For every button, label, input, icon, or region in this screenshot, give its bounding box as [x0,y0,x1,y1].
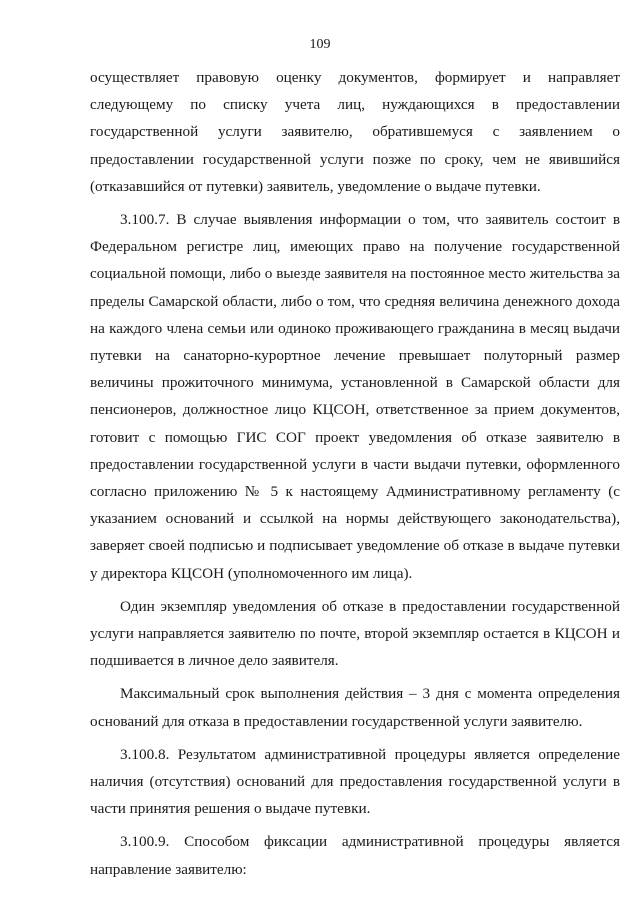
paragraph-3-100-7: 3.100.7. В случае выявления информации о том, что заявитель состоит в Федеральном регистре лиц, имеющих право на получение государственной социальной помощи, либо о выезде заявителя на постоянное место жительства за пределы Самарской области, либо о том, что средняя величина денежного дохода на каждого члена семьи или одиноко проживающего гражданина в месяц выдачи путевки на санаторно-курортное лечение превышает полуторный размер величины прожиточного минимума, установленной в Самарской области для пенсионеров, должностное лицо КЦСОН, ответственное за прием документов, готовит с помощью ГИС СОГ проект уведомления об отказе заявителю в предоставлении государственной услуги в части выдачи путевки, оформленного согласно приложению № 5 к настоящему Административному регламенту (с указанием оснований и ссылкой на нормы действующего законодательства), заверяет своей подписью и подписывает уведомление об отказе в выдаче путевки у директора КЦСОН (уполномоченного им лица). [90,211,620,582]
paragraph-continuation: осуществляет правовую оценку документов, формирует и направляет следующему по списку учета лиц, нуждающихся в предоставлении государственной услуги заявителю, обратившемуся с заявлением о предоставлении государственной услуги позже по сроку, чем не явившийся (отказавшийся от путевки) заявитель, уведомление о выдаче путевки. [90,69,620,195]
page-number: 109 [309,37,331,52]
paragraph-notice-copy: Один экземпляр уведомления об отказе в предоставлении государственной услуги направляется заявителю по почте, второй экземпляр остается в КЦСОН и подшивается в личное дело заявителя. [90,597,620,670]
paragraph-max-term: Максимальный срок выполнения действия – 3 дня с момента определения оснований для отказа в предоставлении государственной услуги заявителю. [90,685,620,730]
paragraph-3-100-8: 3.100.8. Результатом административной процедуры является определение наличия (отсутствия) оснований для предоставления государственной услуги в части принятия решения о выдаче путевки. [90,745,620,818]
paragraph-3-100-9: 3.100.9. Способом фиксации административной процедуры является направление заявителю: [90,833,620,878]
document-body [90,64,620,883]
